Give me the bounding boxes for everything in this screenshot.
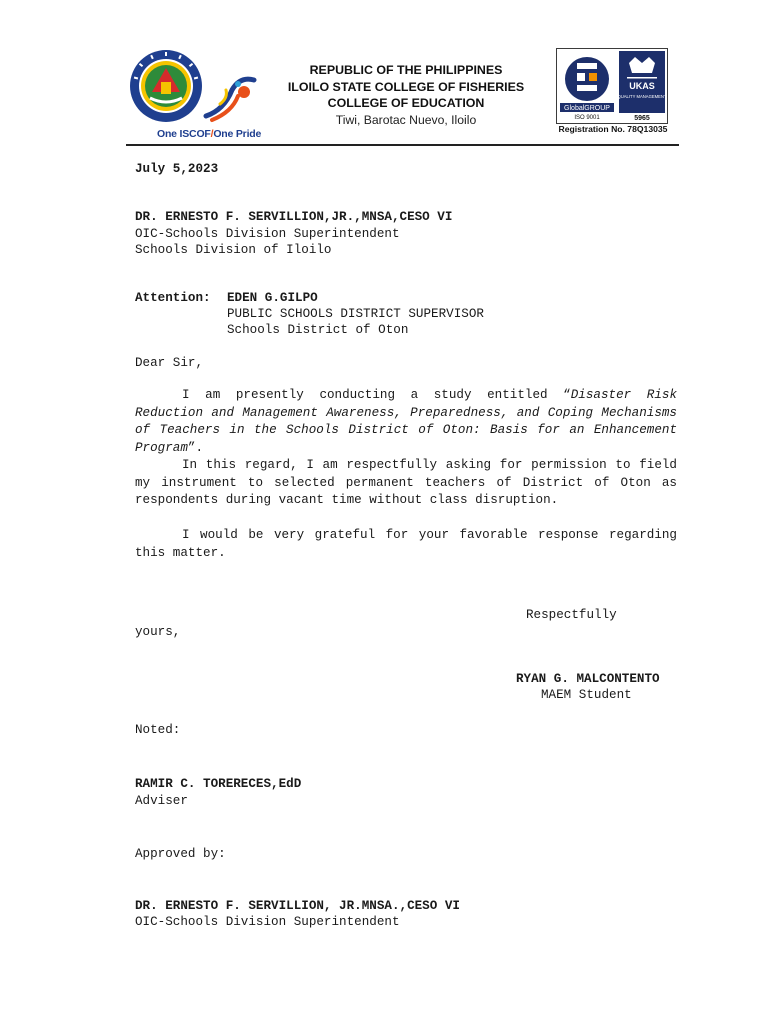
attention-name: EDEN G.GILPO	[227, 291, 318, 305]
approved-label: Approved by:	[135, 847, 226, 861]
sender-name: RYAN G. MALCONTENTO	[516, 672, 660, 686]
approver-title: OIC-Schools Division Superintendent	[135, 915, 400, 929]
approver-name: DR. ERNESTO F. SERVILLION, JR.MNSA.,CESO VI	[135, 899, 460, 913]
institution-heading	[272, 62, 540, 128]
salutation: Dear Sir,	[135, 356, 204, 370]
recipient-name: DR. ERNESTO F. SERVILLION,JR.,MNSA,CESO VI	[135, 210, 453, 224]
study-title: Disaster Risk Reduction and Management Awareness, Preparedness, and Coping Mechanisms of Teachers in the Schools District of Oton: Basis for an Enhancement Program	[135, 388, 678, 455]
recipient-office: Schools Division of Iloilo	[135, 243, 332, 257]
paragraph-study: I am presently conducting a study entitled “Disaster Risk Reduction and Management Awareness, Preparedness, and Coping Mechanisms of Teachers in the Schools District of Oton: Basis for an Enhancement Program”.	[135, 388, 678, 455]
sender-role: MAEM Student	[541, 688, 632, 702]
paragraph-request: In this regard, I am respectfully asking for permission to field my instrument to selected permanent teachers of District of Oton as respondents during vacant time without class disruption.	[135, 458, 677, 507]
seal-motto: One ISCOF/One Pride	[157, 128, 262, 140]
header-divider	[126, 144, 679, 146]
recipient-title: OIC-Schools Division Superintendent	[135, 227, 400, 241]
attention-office: Schools District of Oton	[227, 323, 409, 337]
cert-global-label: GlobalGROUP	[564, 105, 610, 112]
cert-ukas-sub: QUALITY MANAGEMENT	[617, 94, 667, 99]
iso-certification-logo	[556, 48, 668, 124]
attention-title: PUBLIC SCHOOLS DISTRICT SUPERVISOR	[227, 307, 484, 321]
cert-number: 5965	[634, 115, 650, 122]
noted-label: Noted:	[135, 723, 181, 737]
adviser-name: RAMIR C. TORERECES,EdD	[135, 777, 302, 791]
registration-number: Registration No. 78Q13035	[558, 124, 668, 134]
closing-line-1: Respectfully	[526, 608, 617, 622]
heading-department: COLLEGE OF EDUCATION	[327, 96, 485, 110]
letterhead	[0, 0, 768, 150]
cert-iso-label: ISO 9001	[574, 115, 600, 121]
heading-address: Tiwi, Barotac Nuevo, Iloilo	[335, 112, 477, 127]
adviser-role: Adviser	[135, 794, 188, 808]
letter-date: July 5,2023	[135, 162, 219, 176]
closing-line-2: yours,	[135, 625, 181, 639]
cert-ukas-label: UKAS	[629, 81, 655, 91]
attention-label: Attention:	[135, 291, 211, 305]
paragraph-thanks: I would be very grateful for your favorable response regarding this matter.	[135, 528, 677, 560]
heading-college-name: ILOILO STATE COLLEGE OF FISHERIES	[287, 79, 525, 94]
heading-republic: REPUBLIC OF THE PHILIPPINES	[309, 63, 503, 77]
